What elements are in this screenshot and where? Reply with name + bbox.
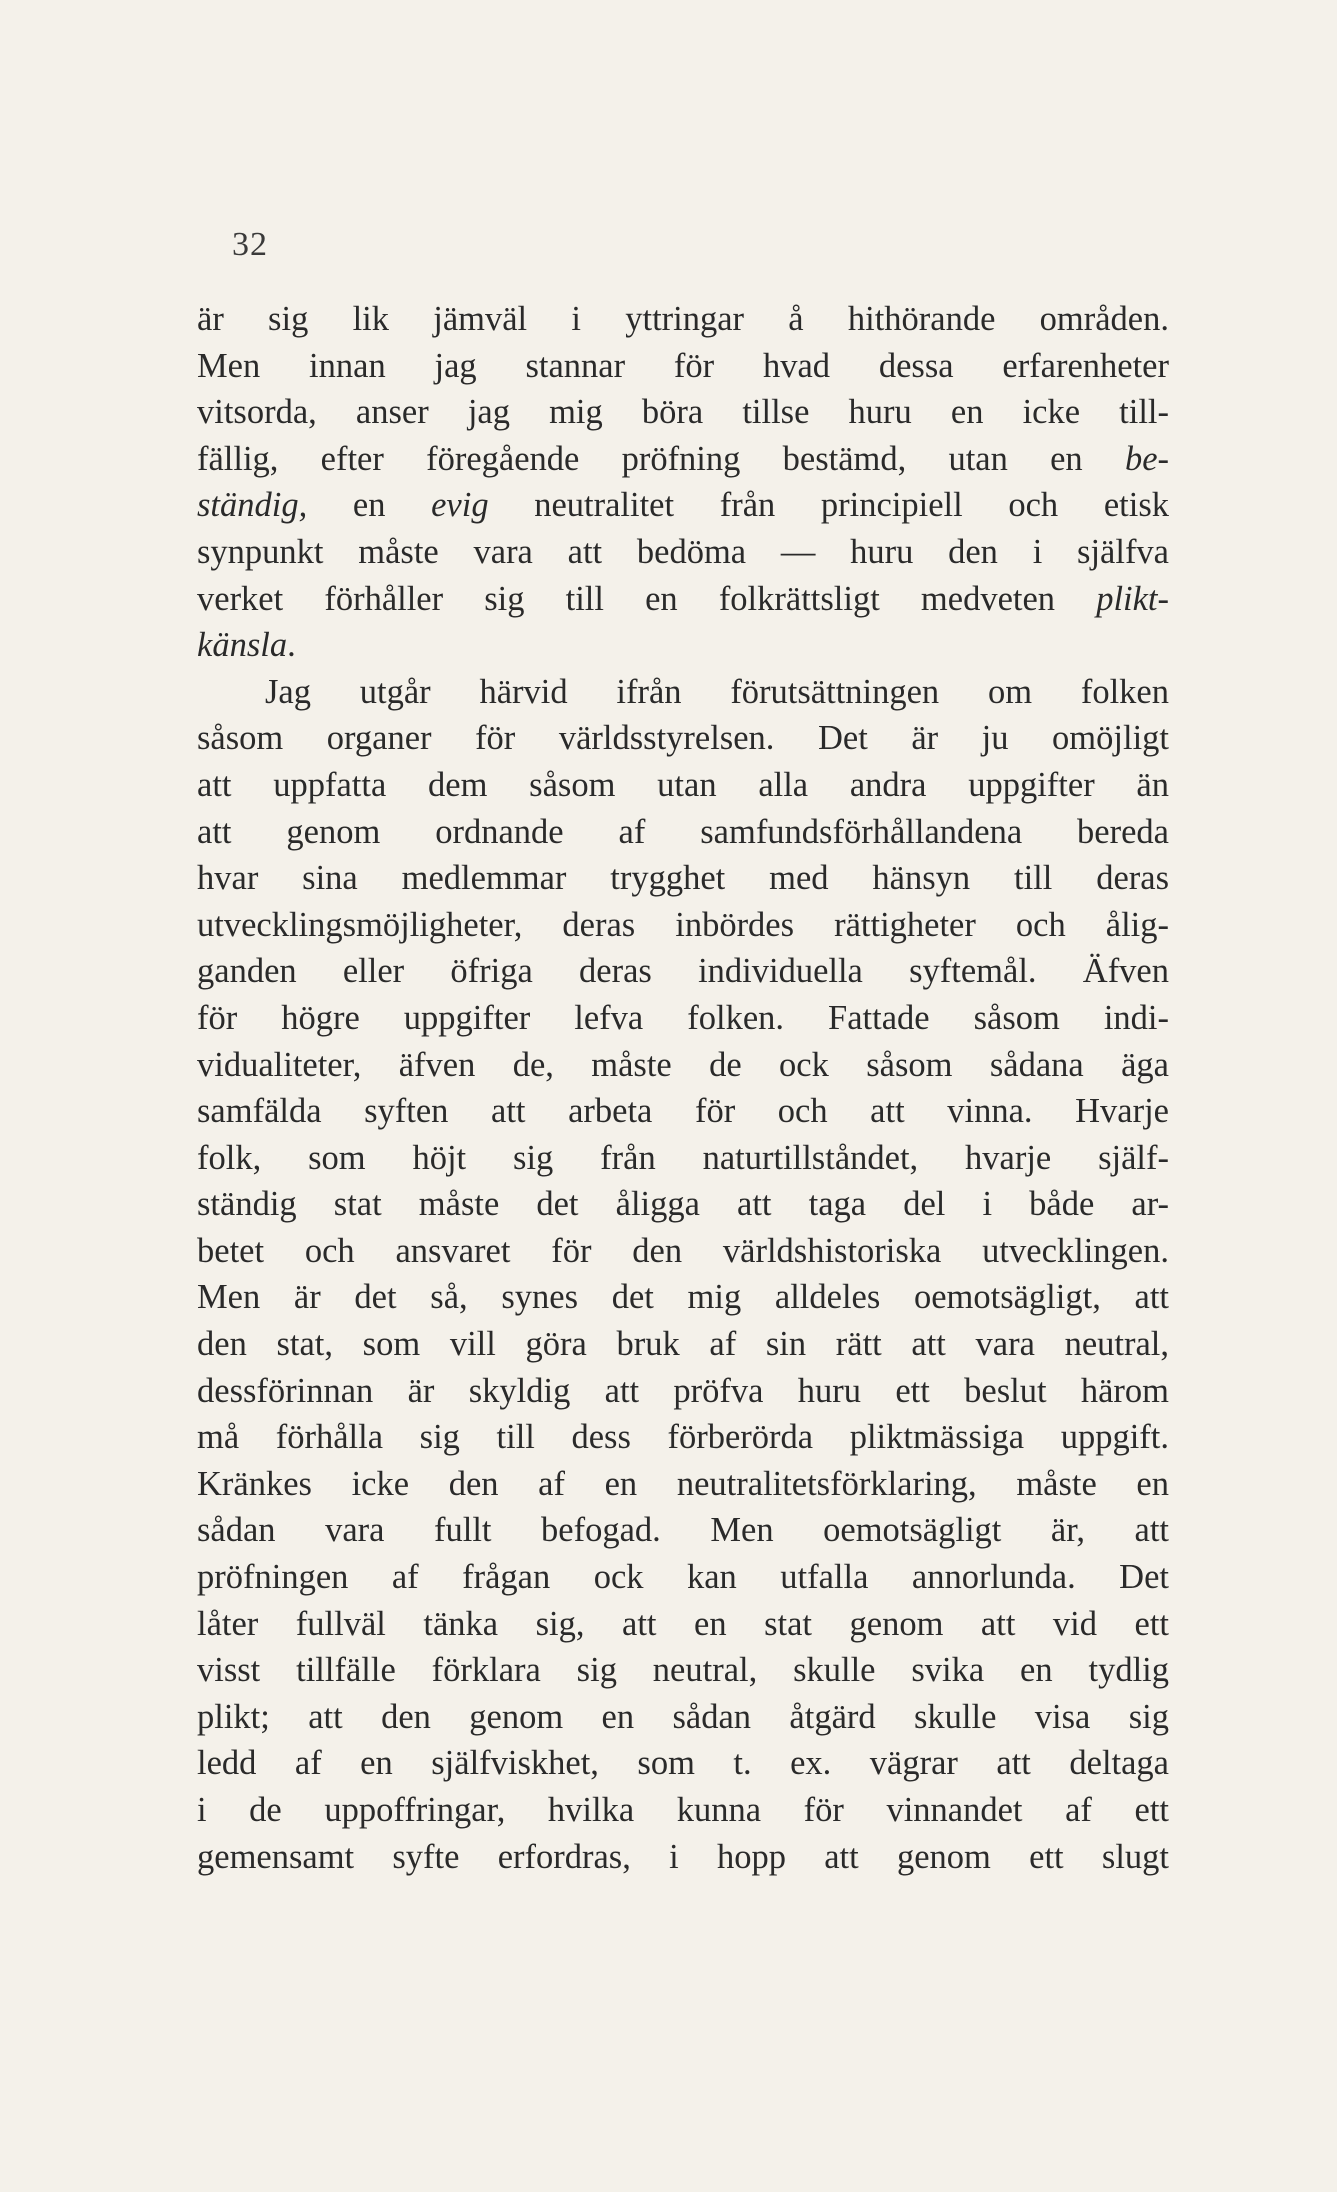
- text-line: ledd af en själfviskhet, som t. ex. vägrar att deltaga: [197, 1744, 1169, 1783]
- text-line: hvar sina medlemmar trygghet med hänsyn till deras: [197, 859, 1169, 898]
- text-line: sådan vara fullt befogad. Men oemotsägligt är, att: [197, 1511, 1169, 1550]
- body-text: [197, 296, 1169, 1880]
- text-span: fällig, efter föregående pröfning bestämd, utan en: [197, 439, 1125, 478]
- text-line: gemensamt syfte erfordras, i hopp att genom ett slugt: [197, 1837, 1169, 1876]
- text-line: att uppfatta dem såsom utan alla andra uppgifter än: [197, 765, 1169, 804]
- text-line: Men är det så, synes det mig alldeles oemotsägligt, att: [197, 1278, 1169, 1317]
- text-line: är sig lik jämväl i yttringar å hithörande områden.: [197, 300, 1169, 338]
- text-line: låter fullväl tänka sig, att en stat genom att vid ett: [197, 1604, 1169, 1643]
- text-line: att genom ordnande af samfundsförhållandena bereda: [197, 812, 1169, 851]
- text-line: samfälda syften att arbeta för och att vinna. Hvarje: [197, 1092, 1169, 1131]
- text-span: en: [307, 486, 432, 525]
- italic-text: känsla: [197, 626, 288, 665]
- text-line: utvecklingsmöjligheter, deras inbördes rättigheter och ålig-: [197, 905, 1169, 944]
- text-line: ganden eller öfriga deras individuella syftemål. Äfven: [197, 952, 1169, 991]
- text-span: neutralitet från principiell och etisk: [488, 486, 1169, 525]
- text-line: ständig stat måste det åligga att taga del i både ar-: [197, 1185, 1169, 1224]
- text-line: folk, som höjt sig från naturtillståndet, hvarje själf-: [197, 1138, 1169, 1177]
- text-line: vidualiteter, äfven de, måste de ock såsom sådana äga: [197, 1045, 1169, 1084]
- text-line: må förhålla sig till dess förberörda pliktmässiga uppgift.: [197, 1418, 1169, 1457]
- text-line: [197, 436, 1169, 483]
- text-line: betet och ansvaret för den världshistoriska utvecklingen.: [197, 1231, 1169, 1270]
- text-line: [197, 576, 1169, 623]
- text-line: vitsorda, anser jag mig böra tillse huru en icke till-: [197, 393, 1169, 432]
- text-line: synpunkt måste vara att bedöma — huru den i själfva: [197, 532, 1169, 571]
- text-span: verket förhåller sig till en folkrättsligt medveten: [197, 579, 1097, 618]
- text-line: den stat, som vill göra bruk af sin rätt att vara neutral,: [197, 1325, 1169, 1364]
- italic-text: evig: [431, 486, 489, 525]
- text-line: Men innan jag stannar för hvad dessa erfarenheter: [197, 346, 1169, 385]
- text-line: visst tillfälle förklara sig neutral, skulle svika en tydlig: [197, 1651, 1169, 1690]
- text-line: Jag utgår härvid ifrån förutsättningen om folken: [265, 672, 1169, 711]
- text-line: för högre uppgifter lefva folken. Fattade såsom indi-: [197, 998, 1169, 1037]
- page-number: 32: [232, 226, 268, 263]
- text-line: [197, 482, 1169, 529]
- text-line: plikt; att den genom en sådan åtgärd skulle visa sig: [197, 1697, 1169, 1736]
- italic-text: ständig,: [197, 486, 308, 525]
- text-line: dessförinnan är skyldig att pröfva huru ett beslut härom: [197, 1371, 1169, 1410]
- text-line: pröfningen af frågan ock kan utfalla annorlunda. Det: [197, 1558, 1169, 1597]
- text-line: i de uppoffringar, hvilka kunna för vinnandet af ett: [197, 1791, 1169, 1829]
- italic-text: be-: [1124, 439, 1169, 478]
- italic-text: plikt-: [1096, 579, 1169, 618]
- text-line: såsom organer för världsstyrelsen. Det är ju omöjligt: [197, 719, 1169, 758]
- text-span: .: [287, 626, 296, 665]
- text-line: [197, 622, 1169, 669]
- text-line: Kränkes icke den af en neutralitetsförklaring, måste en: [197, 1464, 1169, 1503]
